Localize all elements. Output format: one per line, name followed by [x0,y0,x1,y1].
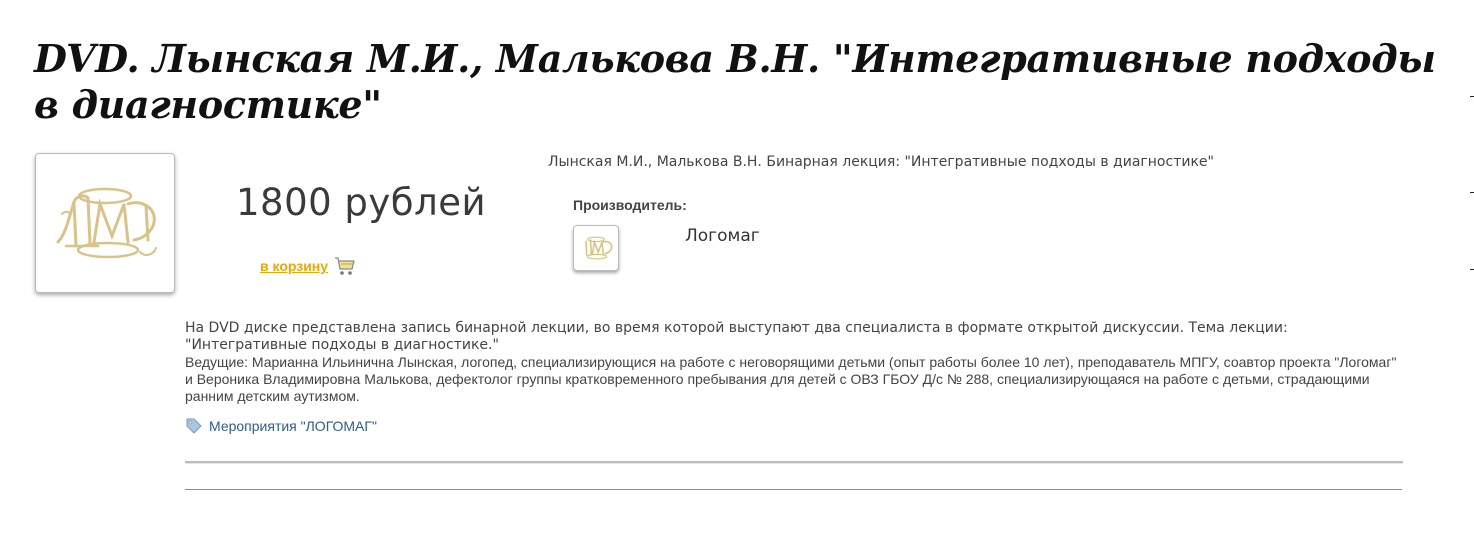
description-intro: На DVD диске представлена запись бинарной лекции, во время которой выступают два специалиста в формате открытой дискуссии. Тема лекции: "Интегративные подходы в диагностике." [185,320,1288,353]
manufacturer-label: Производитель: [573,197,687,213]
product-title: DVD. Лынская М.И., Малькова В.Н. "Интегративные подходы в диагностике" [34,36,1436,127]
description-hosts: Ведущие: Марианна Ильинична Лынская, логопед, специализирующися на работе с неговорящими детьми (опыт работы более 10 лет), преподаватель МПГУ, соавтор проекта "Логомаг" и Вероника Владимировна Малькова, дефектолог группы кратковременного пребывания для детей с ОВЗ ГБОУ Д/с № 288, специализирующаяся на работе с детьми, страдающими ранним детским аутизмом. [185,354,1397,404]
manufacturer-name: Логомаг [685,226,760,246]
edge-tick [1470,96,1474,97]
product-image[interactable] [35,153,175,293]
manufacturer-image[interactable] [573,225,619,271]
product-description [185,320,1405,405]
add-to-cart-link[interactable]: в корзину [260,258,329,274]
tag-link[interactable]: Мероприятия "ЛОГОМАГ" [209,418,377,434]
edge-tick [1470,192,1474,193]
logomag-monogram-logo [36,154,174,292]
edge-tick [1470,269,1474,270]
tag-icon [185,417,203,435]
product-price: 1800 рублей [236,181,487,224]
product-short-description: Лынская М.И., Малькова В.Н. Бинарная лекция: "Интегративные подходы в диагностике" [548,154,1214,170]
divider [185,489,1402,490]
add-to-cart-button[interactable] [260,256,356,276]
logomag-monogram-logo [574,226,618,270]
shopping-cart-icon[interactable] [334,256,356,276]
product-tag[interactable] [185,417,377,435]
divider [185,461,1403,464]
